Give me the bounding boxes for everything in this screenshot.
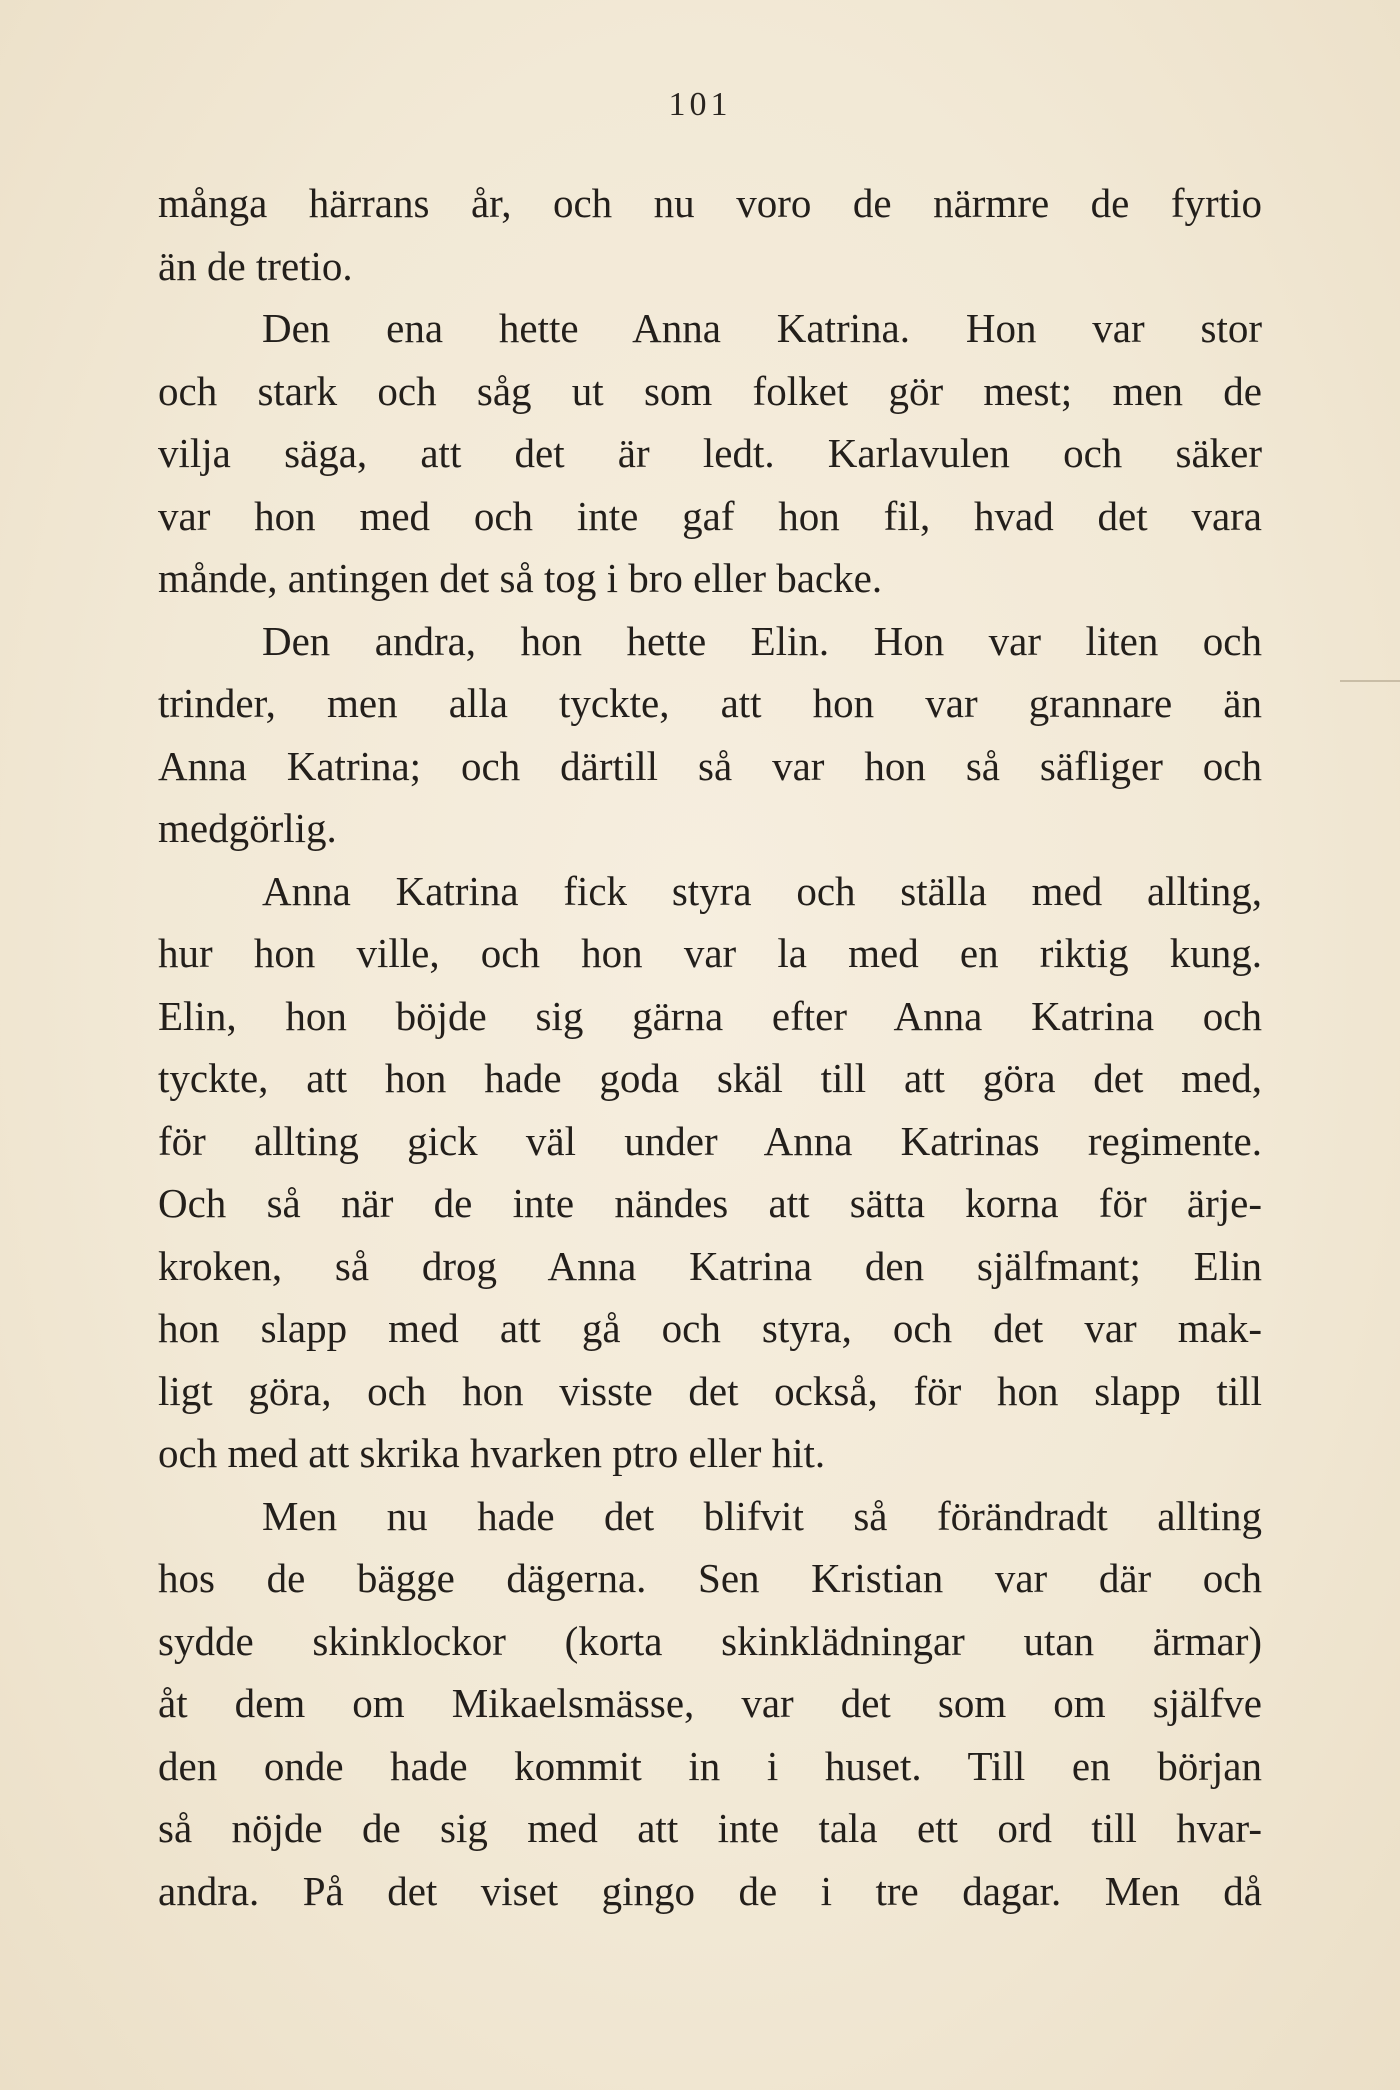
text-line: Anna Katrina fick styra och ställa med allting, <box>262 867 1262 914</box>
text-line: så nöjde de sig med att inte tala ett ord till hvar- <box>158 1805 1262 1851</box>
text-line: och med att skrika hvarken ptro eller hit. <box>158 1430 826 1476</box>
text-line: den onde hade kommit in i huset. Till en början <box>158 1742 1262 1789</box>
text-line: Anna Katrina; och därtill så var hon så säfliger och <box>158 742 1262 789</box>
body-text <box>158 172 1262 1922</box>
text-line: Elin, hon böjde sig gärna efter Anna Katrina och <box>158 992 1262 1039</box>
text-line: Den andra, hon hette Elin. Hon var liten och <box>262 617 1262 664</box>
text-line: hos de bägge dägerna. Sen Kristian var där och <box>158 1555 1262 1601</box>
text-line: sydde skinklockor (korta skinklädningar utan ärmar) <box>158 1617 1262 1664</box>
text-line: för allting gick väl under Anna Katrinas regimente. <box>158 1117 1262 1164</box>
text-line: Den ena hette Anna Katrina. Hon var stor <box>262 305 1262 351</box>
page-edge-mark <box>1340 680 1400 682</box>
text-line: många härrans år, och nu voro de närmre de fyrtio <box>158 180 1262 226</box>
text-line: hon slapp med att gå och styra, och det var mak- <box>158 1305 1262 1351</box>
text-line: trinder, men alla tyckte, att hon var grannare än <box>158 680 1262 726</box>
text-line: och stark och såg ut som folket gör mest; men de <box>158 367 1262 414</box>
text-line: åt dem om Mikaelsmässe, var det som om själfve <box>158 1680 1262 1726</box>
text-line: Men nu hade det blifvit så förändradt allting <box>262 1492 1262 1539</box>
text-line: tyckte, att hon hade goda skäl till att göra det med, <box>158 1055 1262 1101</box>
text-line: kroken, så drog Anna Katrina den själfmant; Elin <box>158 1242 1262 1289</box>
text-line: hur hon ville, och hon var la med en riktig kung. <box>158 930 1262 976</box>
page-number: 101 <box>668 86 732 123</box>
text-line: andra. På det viset gingo de i tre dagar. Men då <box>158 1867 1262 1914</box>
text-line: månde, antingen det så tog i bro eller backe. <box>158 555 883 601</box>
text-line: Och så när de inte nändes att sätta korna för ärje- <box>158 1180 1262 1226</box>
text-line: medgörlig. <box>158 805 337 851</box>
text-line: än de tretio. <box>158 242 353 289</box>
text-line: vilja säga, att det är ledt. Karlavulen och säker <box>158 430 1262 476</box>
text-line: var hon med och inte gaf hon fil, hvad det vara <box>158 492 1262 539</box>
text-line: ligt göra, och hon visste det också, för hon slapp till <box>158 1367 1262 1414</box>
